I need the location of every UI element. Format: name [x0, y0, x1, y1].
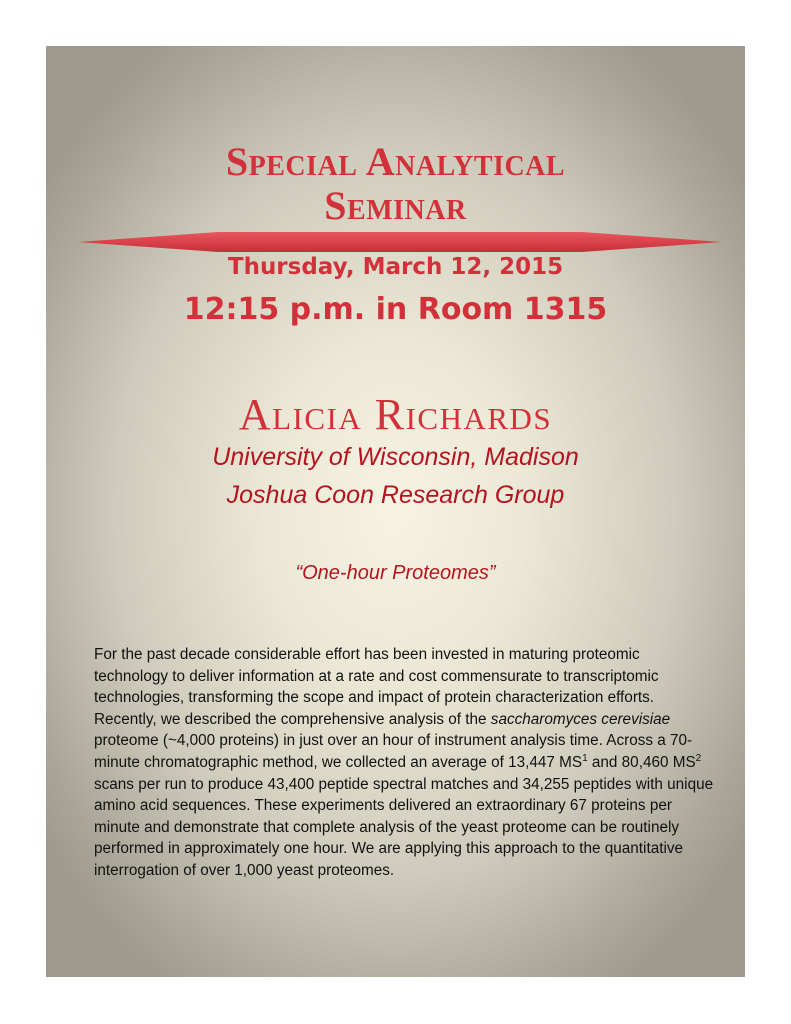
abstract-part-1: For the past decade considerable effort has been invested in maturing proteomic technology to deliver information at a rate and cost commensurate to transcriptomic technologies, transforming the scope and impact of protein characterization efforts. Recently, we described the comprehensive analysis of the	[94, 646, 659, 728]
seminar-time-location: 12:15 p.m. in Room 1315	[183, 292, 608, 327]
abstract-part-3: and 80,460 MS	[587, 753, 696, 771]
speaker-affiliation: University of Wisconsin, Madison	[212, 443, 579, 471]
seminar-title-line1: Special Analytical	[225, 139, 566, 184]
seminar-title-line2: Seminar	[324, 183, 467, 228]
research-group: Joshua Coon Research Group	[226, 481, 565, 509]
abstract-part-2: proteome (~4,000 proteins) in just over an hour of instrument analysis time. Across a 70-minute chromatographic method, we collected an average of 13,447 MS	[94, 732, 693, 771]
speaker-name: Alicia Richards	[238, 390, 553, 439]
species-name: saccharomyces cerevisiae	[490, 710, 671, 728]
talk-title: “One-hour Proteomes”	[295, 562, 496, 584]
title-divider	[78, 231, 722, 253]
seminar-date: Thursday, March 12, 2015	[227, 254, 564, 280]
abstract-part-4: scans per run to produce 43,400 peptide spectral matches and 34,255 peptides with unique amino acid sequences. These experiments delivered an extraordinary 67 proteins per minute and demonstrate that complete analysis of the yeast proteome can be routinely performed in approximately one hour. We are applying this approach to the quantitative interrogation of over 1,000 yeast proteomes.	[94, 775, 714, 879]
ms1-superscript: 1	[582, 752, 588, 764]
ms2-superscript: 2	[695, 752, 702, 764]
seminar-poster	[46, 46, 745, 977]
abstract-text	[94, 644, 714, 882]
